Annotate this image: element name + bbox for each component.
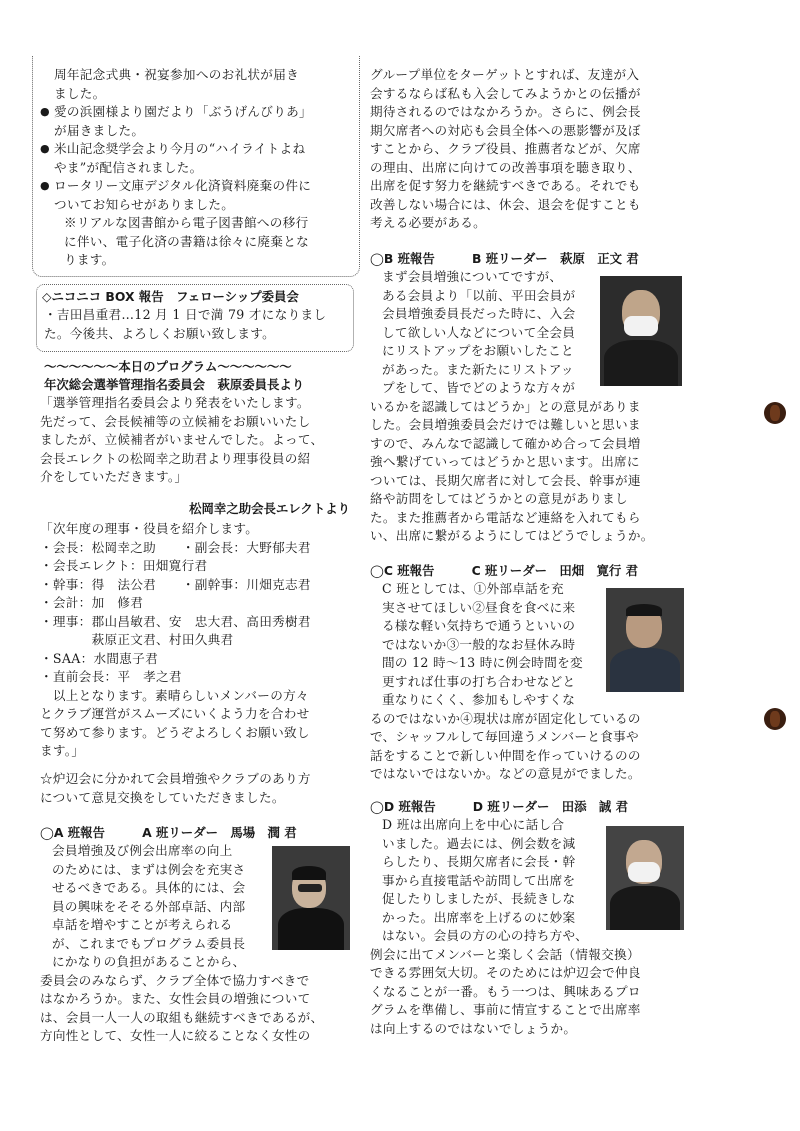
nikoniko-section xyxy=(40,288,358,343)
matsuoka-title: 松岡幸之助会長エレクトより xyxy=(189,501,350,516)
c-leader-photo xyxy=(606,588,684,692)
bullet-icon: ● xyxy=(40,142,50,155)
notice-item xyxy=(40,103,358,140)
binder-hole-icon xyxy=(764,708,786,730)
d-report-wide: 例会に出てメンバーと楽しく会話（情報交換） できる雰囲気大切。そのためには炉辺会で仲良 くなることが一番。もう一つは、興味あるプロ グラムを準備し、事前に情宣することで出席率 は向上するのではないでしょうか。 xyxy=(370,946,641,1036)
c-report-header: ◯C 班報告 C 班リーダー 田畑 寛行 君 xyxy=(370,563,639,578)
c-report-wide: るのではないか④現状は席が固定化しているの で、シャッフルして毎回違うメンバーと食事や 話をすることで新しい仲間を作っていけるのの ではないではないか。などの意見がでました。 xyxy=(370,710,641,781)
a-report-wide: 委員会のみならず、クラブ全体で協力すべきで はなかろうか。また、女性会員の増強について は、会員一人一人の取組も継続すべきであるが、 方向性として、女性一人に絞ることなく女性の xyxy=(40,972,324,1043)
matsuoka-body: 「次年度の理事・役員を紹介します。 ・会長：松岡幸之助 ・副会長：大野郁夫君 ・会長エレクト：田畑寛行君 ・幹事：得 法公君 ・副幹事：川畑克志君 ・会計：加 修君 ・理事：郡山昌敏君、安 忠大君、高田秀樹君 萩原正文君、村田久典君 ・SAA：水間恵子君 ・直前会長：平 孝之君 以上となります。素晴らしいメンバーの方々 とクラブ運営がスムーズにいくよう力を合わせ て努めて参ります。どうぞよろしくお願い致し ます。」 xyxy=(40,521,311,758)
a-continued-text: グループ単位をターゲットとすれば、友達が入 会するならば私も入会してみようかとの伝播が 期待されるのではなかろうか。さらに、例会長 期欠席者への対応も会員全体への悪影響が及ぼ すことから、クラブ役員、推薦者などが、欠席 の理由、出席に向けての改善事項を聴き取り、 出席を促す努力を継続すべきである。それでも 改善しない場合には、休会、退会を促すことも 考える必要がある。 xyxy=(370,67,641,230)
a-continued xyxy=(370,66,688,233)
b-report-header: ◯B 班報告 B 班リーダー 萩原 正文 君 xyxy=(370,251,639,266)
notice-item-text: 周年記念式典・祝宴参加へのお礼状が届き ました。 xyxy=(54,67,299,101)
notice-item-text: 米山記念奨学会より今月の“ハイライトよね やま”が配信されました。 xyxy=(54,141,306,175)
notice-item xyxy=(40,66,358,103)
d-report-narrow: D 班は出席向上を中心に話し合 いました。過去には、例会数を減 らしたり、長期欠席者に会長・幹 事から直接電話や訪問して出席を 促したりしましたが、長続きしな かった。出席率を上げるのに妙案 はない。会員の方の心の持ち方や、 xyxy=(382,817,589,943)
notice-item-text: 愛の浜園様より園だより「ぶうげんびりあ」 が届きました。 xyxy=(54,104,312,138)
notice-item xyxy=(40,140,358,177)
b-report-wide: いるかを認識してはどうか」との意見がありま した。会員増強委員会だけでは難しいと思いま すので、みんなで認識して確かめ合って会員増 強へ繋げていってはどうかと思います。出席に ついては、長期欠席者に対して会長、幹事が連 絡や訪問をしてはどうかとの意見がありまし た。また推薦者から電話など連絡を入れてもら い、出席に繋がるようにしてはどうでしょうか。 xyxy=(370,398,654,543)
matsuoka-section xyxy=(40,500,358,761)
notice-item xyxy=(40,177,358,270)
notice-item-text: ロータリー文庫デジタル化済資料廃棄の件に ついてお知らせがありました。 ※リアルな図書館から電子図書館への移行 に伴い、電子化済の書籍は徐々に廃棄とな ります。 xyxy=(54,178,312,267)
nikoniko-title: ◇ニコニコ BOX 報告 フェローシップ委員会 xyxy=(42,289,299,304)
bullet-icon: ● xyxy=(40,179,50,192)
a-report-narrow: 会員増強及び例会出席率の向上 のためには、まずは例会を充実さ せるべきである。具体的には、会 員の興味をそそる外部卓話、内部 卓話を増やすことが考えられる が、これまでもプログラム委員長 にかなりの負担があることから、 xyxy=(52,843,246,969)
nikoniko-text: ・吉田昌重君…12 月 1 日で満 79 才になりまし た。今後共、よろしくお願い致します。 xyxy=(44,307,327,341)
exchange-text: ☆炉辺会に分かれて会員増強やクラブのあり方 について意見交換をしていただきました。 xyxy=(40,771,311,805)
b-leader-photo xyxy=(600,276,682,386)
a-leader-photo xyxy=(272,846,350,950)
c-report-narrow: C 班としては、①外部卓話を充 実させてほしい②昼食を食べに来 る様な軽い気持ちで通うといいの ではないか③一般的なお昼休み時 間の 12 時〜13 時に例会時間を変 更すれば仕事の打ち合わせなどと 重なりにくく、参加もしやすくな xyxy=(382,581,583,707)
exchange-section xyxy=(40,770,358,807)
b-report-narrow: まず会員増強についてですが、 ある会員より「以前、平田会員が 会員増強委員長だった時に、入会 して欲しい人などについて全会員 にリストアップをお願いしたこと があった。また新たにリストアッ プをして、皆でどのような方々が xyxy=(382,269,576,395)
program-subtitle: 年次総会選挙管理指名委員会 萩原委員長より xyxy=(44,377,305,392)
notice-list xyxy=(40,66,358,270)
d-report-header: ◯D 班報告 D 班リーダー 田添 誠 君 xyxy=(370,799,629,814)
program-section xyxy=(40,358,358,487)
d-leader-photo xyxy=(606,826,684,930)
program-body: 「選挙管理指名委員会より発表をいたします。 先だって、会長候補等の立候補をお願いいたし ましたが、立候補者がいませんでした。よって、 会長エレクトの松岡幸之助君より理事役員の紹 介をしていただきます。」 xyxy=(40,395,324,484)
binder-hole-icon xyxy=(764,402,786,424)
bullet-icon: ● xyxy=(40,105,50,118)
a-report-header: ◯A 班報告 A 班リーダー 馬場 潤 君 xyxy=(40,825,297,840)
program-title: 〜〜〜〜〜〜本日のプログラム〜〜〜〜〜〜 xyxy=(44,359,292,374)
